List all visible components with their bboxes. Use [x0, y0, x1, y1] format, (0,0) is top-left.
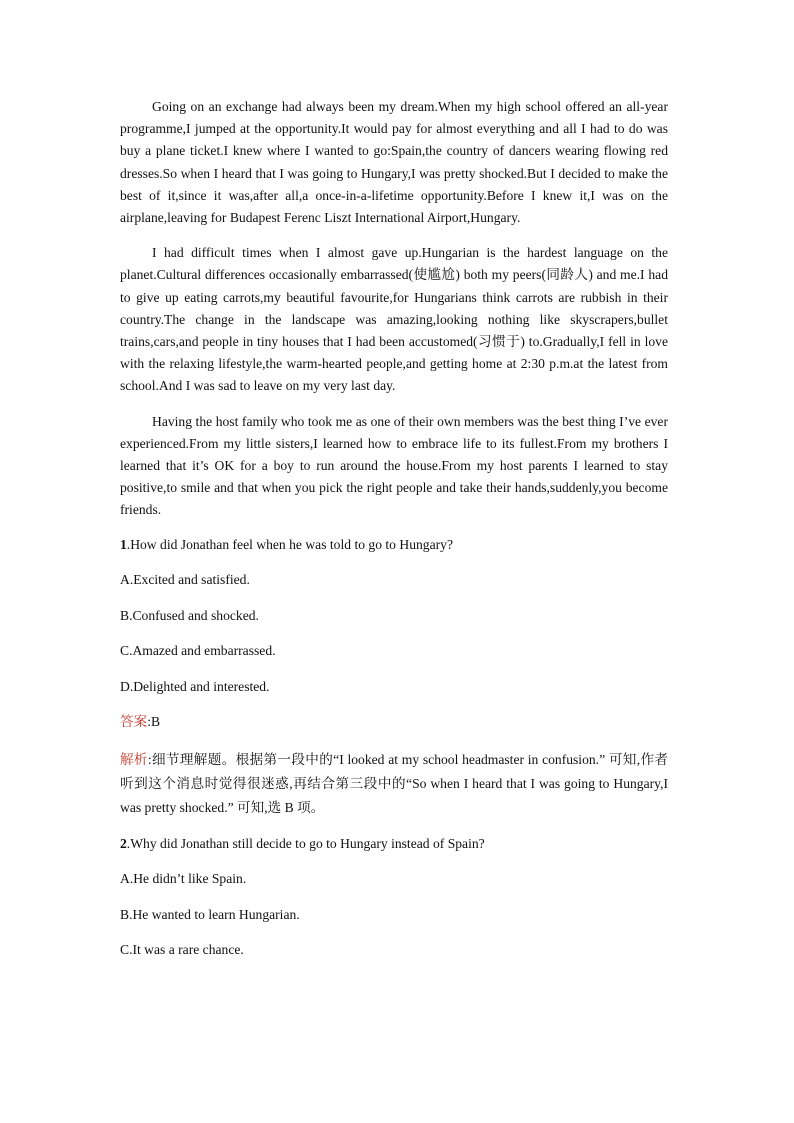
question-1-number: 1 — [120, 536, 127, 552]
answer-value: :B — [147, 714, 161, 730]
question-1-option-a: A.Excited and satisfied. — [120, 572, 250, 588]
question-1-answer — [120, 712, 668, 732]
question-1-option-d: D.Delighted and interested. — [120, 678, 270, 694]
question-1-text: .How did Jonathan feel when he was told to go to Hungary? — [126, 536, 453, 552]
document-page — [120, 96, 668, 976]
analysis-text: :细节理解题。根据第一段中的“I looked at my school headmaster in confusion.” 可知,作者听到这个消息时觉得很迷惑,再结合第三段中的“So when I heard that I was going to Hungary,I was pretty shocked.” 可知,选 B 项。 — [120, 751, 668, 815]
passage-paragraph-2: I had difficult times when I almost gave up.Hungarian is the hardest language on the planet.Cultural differences occasionally embarrassed(使尴尬) both my peers(同龄人) and me.I had to give up eating carrots,my beautiful favourite,for Hungarians think carrots are rubbish in their country.The change in the landscape was amazing,looking nothing like skyscrapers,bullet trains,cars,and people in tiny houses that I had been accustomed(习惯于) to.Gradually,I fell in love with the relaxing lifestyle,the warm-hearted people,and getting home at 2:30 p.m.at the latest from school.And I was sad to leave on my very last day. — [120, 245, 668, 394]
question-2-text: .Why did Jonathan still decide to go to Hungary instead of Spain? — [126, 835, 485, 851]
question-1-analysis — [120, 748, 668, 820]
analysis-label: 解析 — [120, 751, 148, 767]
question-1-option-b: B.Confused and shocked. — [120, 607, 259, 623]
question-1 — [120, 535, 668, 555]
question-2 — [120, 834, 668, 854]
passage-paragraph-1: Going on an exchange had always been my dream.When my high school offered an all-year programme,I jumped at the opportunity.It would pay for almost everything and all I had to do was buy a plane ticket.I knew where I wanted to go:Spain,the country of dancers wearing flowing red dresses.So when I heard that I was going to Hungary,I was pretty shocked.But I decided to make the best of it,since it was,after all,a once-in-a-lifetime opportunity.Before I knew it,I was on the airplane,leaving for Budapest Ferenc Liszt International Airport,Hungary. — [120, 99, 668, 226]
passage-paragraph-3: Having the host family who took me as one of their own members was the best thing I’ve ever experienced.From my little sisters,I learned how to embrace life to its fullest.From my brothers I learned that it’s OK for a boy to run around the house.From my host parents I learned to stay positive,to smile and that when you pick the right people and take their hands,suddenly,you become friends. — [120, 413, 668, 518]
question-2-option-b: B.He wanted to learn Hungarian. — [120, 906, 300, 922]
question-1-option-c: C.Amazed and embarrassed. — [120, 643, 276, 659]
question-2-number: 2 — [120, 835, 127, 851]
question-2-option-c: C.It was a rare chance. — [120, 942, 244, 958]
question-2-option-a: A.He didn’t like Spain. — [120, 871, 247, 887]
answer-label: 答案 — [120, 714, 148, 730]
